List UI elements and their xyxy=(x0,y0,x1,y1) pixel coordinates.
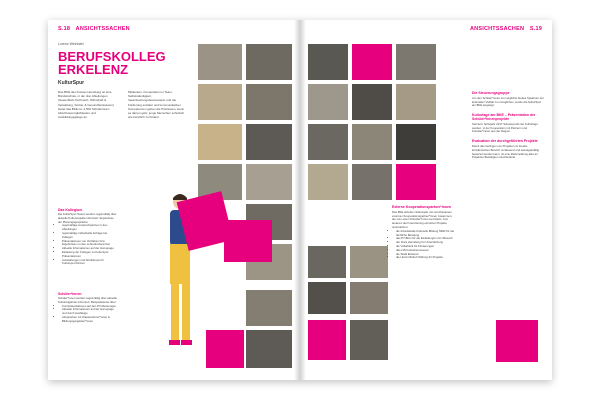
pink-square xyxy=(396,164,436,200)
photo xyxy=(352,84,392,120)
photo xyxy=(246,44,292,80)
photo xyxy=(396,84,436,120)
photo xyxy=(308,164,348,200)
spine-shadow xyxy=(294,20,306,380)
section-title: ANSICHTSSACHEN xyxy=(75,26,130,32)
author: Lorenz Weinhart xyxy=(58,42,84,46)
collegium-section xyxy=(58,206,118,266)
pink-square xyxy=(496,320,538,362)
section-heading: Das Kollegium xyxy=(58,208,83,212)
photo xyxy=(198,44,242,80)
photo xyxy=(246,164,292,200)
section-body: Damit das Gelingen von Projekten im kreativ-künstlerischen Bereich umfassend und aussagekräftig bewertet werden kann, ist eine Rückmeldung aller an Projekten Beteiligten entscheidend. xyxy=(472,143,540,160)
page-number: S.18 xyxy=(58,26,71,32)
list-item: • Aktuelle Informationen auf der Homepage und durch Aushänge xyxy=(62,308,118,316)
partners-list xyxy=(392,230,456,260)
photo xyxy=(246,84,292,120)
partners-section xyxy=(392,204,456,260)
article-title xyxy=(58,50,198,76)
section-heading: Schüler*innen xyxy=(58,292,82,296)
list-item: • regelmäßige individuelle Anfrage bei Kollegen xyxy=(62,232,118,240)
photo xyxy=(308,246,346,278)
list-item: • Einladung der Kollegen zu Kulturspur-Präsentationen xyxy=(62,251,118,259)
photo xyxy=(198,124,242,160)
photo xyxy=(396,44,436,80)
students-list xyxy=(58,305,118,324)
page-header xyxy=(58,26,130,32)
section-heading: Die Steuerungsgruppe xyxy=(472,91,510,95)
page-number: S.19 xyxy=(529,26,542,32)
photo xyxy=(246,124,292,160)
subtitle: KulturSpur xyxy=(58,80,85,86)
section-body: Schüler*innen werden regelmäßig über aktuelle Kulturangebote informiert. Beispielsweise über: xyxy=(58,296,117,304)
section-body: Die KulturSpur-Teams werden regelmäßig über aktuelle Kulturprojekte informiert. Ergebnisse der Planungsgespräche: xyxy=(58,212,117,224)
steering-section xyxy=(472,90,544,160)
students-section xyxy=(58,290,118,324)
right-page xyxy=(300,20,552,380)
list-item: • das LVR-Industriemuseum xyxy=(396,249,456,253)
section-body: Das BKE arbeitet mittlerweile mit verschiedenen externen Kooperationspartner*innen zusammen, die zum einen Künstler*innen vermitteln, zum anderen die Finanzierung einzelner Projekte unterstützen: xyxy=(392,209,453,229)
photo xyxy=(350,246,388,278)
left-page xyxy=(48,20,300,380)
list-item: • Präsentationen von Vorhaben bzw. Ergebnissen in den Lehrerkonferenzen xyxy=(62,240,118,248)
list-item: • die Heinz-Nixdorf-Stiftung für Projekte xyxy=(396,256,456,260)
pink-square xyxy=(308,320,346,360)
list-item: • die Arbeitsstelle Kulturelle Bildung NRW für die fachliche Beratung xyxy=(396,230,456,238)
list-item: • Absprachen mit Klassenlehrer*innen & Bildungsgangleiter*innen xyxy=(62,316,118,324)
photo xyxy=(352,164,392,200)
photo xyxy=(352,124,392,160)
list-item: • die Stadt Erkelenz xyxy=(396,253,456,257)
photo xyxy=(308,44,348,80)
page-header xyxy=(470,26,542,32)
list-item: • Ausstellungen und Workshops für Kulturspur-Partner xyxy=(62,259,118,267)
section-body: Seit dem Schuljahr 2017 Schwerpunkt der Kulturtage werden, in der Kooperation mit Partnern und Künstler*innen aus der Region. xyxy=(472,121,538,134)
section-heading: Externe Kooperationspartner*innen xyxy=(392,205,452,209)
collegium-list xyxy=(58,224,118,266)
photo xyxy=(350,282,388,314)
pink-square xyxy=(224,220,272,262)
photo xyxy=(308,282,346,314)
title-line-1: BERUFSKOLLEG xyxy=(58,49,166,64)
list-item: • Kurzpräsentationen auf den PV-Messungen xyxy=(62,305,118,309)
photo xyxy=(308,84,348,120)
list-item: • der Kreis Heinsberg für Unterstützung xyxy=(396,241,456,245)
photo xyxy=(350,320,388,360)
magazine-spread xyxy=(48,20,552,380)
photo xyxy=(246,330,292,368)
photo xyxy=(308,124,348,160)
photo xyxy=(198,84,242,120)
title-line-2: ERKELENZ xyxy=(58,62,129,77)
intro-text: Das BKE des Kreises Heinsberg ist eine Bündelschule, in der drei Abteilungen (Gewerblich-Technisch, Wirtschaft & Verwaltung, Sozial- & Gesundheitswesen) bietet das BKE ca. 2.500 Schülerinnen Abschlussmöglichkeiten und Ausbildungsgänge an. xyxy=(58,90,114,120)
photo xyxy=(246,290,292,326)
pink-square xyxy=(352,44,392,80)
section-title: ANSICHTSSACHEN xyxy=(470,26,525,32)
section-body: Um den Schüler*innen ein möglichst breites Spektrum der kulturellen Vielfalt zu ermöglichen, wurde die KulturSpur am BKE angelegt. xyxy=(472,95,544,108)
section-heading: Kulturtage am BKE – Präsentation der Schüler*innenprojekte xyxy=(472,113,536,121)
list-item: • das PT-Büro für die Einladungen zum Besuch xyxy=(396,237,456,241)
list-item: • die Volksbank für Förderungen xyxy=(396,245,456,249)
pink-square xyxy=(206,330,244,368)
section-heading: Evaluation der durchgeführten Projekte xyxy=(472,139,538,144)
list-item: • regelmäßige Ansprechpartner in den Abteilungen xyxy=(62,224,118,232)
list-item: • Aktuelle Informationen auf der Homepage xyxy=(62,247,118,251)
photo xyxy=(396,124,436,160)
intro-text-2: Mitdenken, Kooperation im Team, Selbstständigkeit, Verantwortungsbewusstsein und die Förderung sozialer und kommunikativer Kompetenzen gehen als Prämissen, wenn es darum geht, junge Menschen schulisch wie beruflich zu fördern. xyxy=(128,90,185,120)
